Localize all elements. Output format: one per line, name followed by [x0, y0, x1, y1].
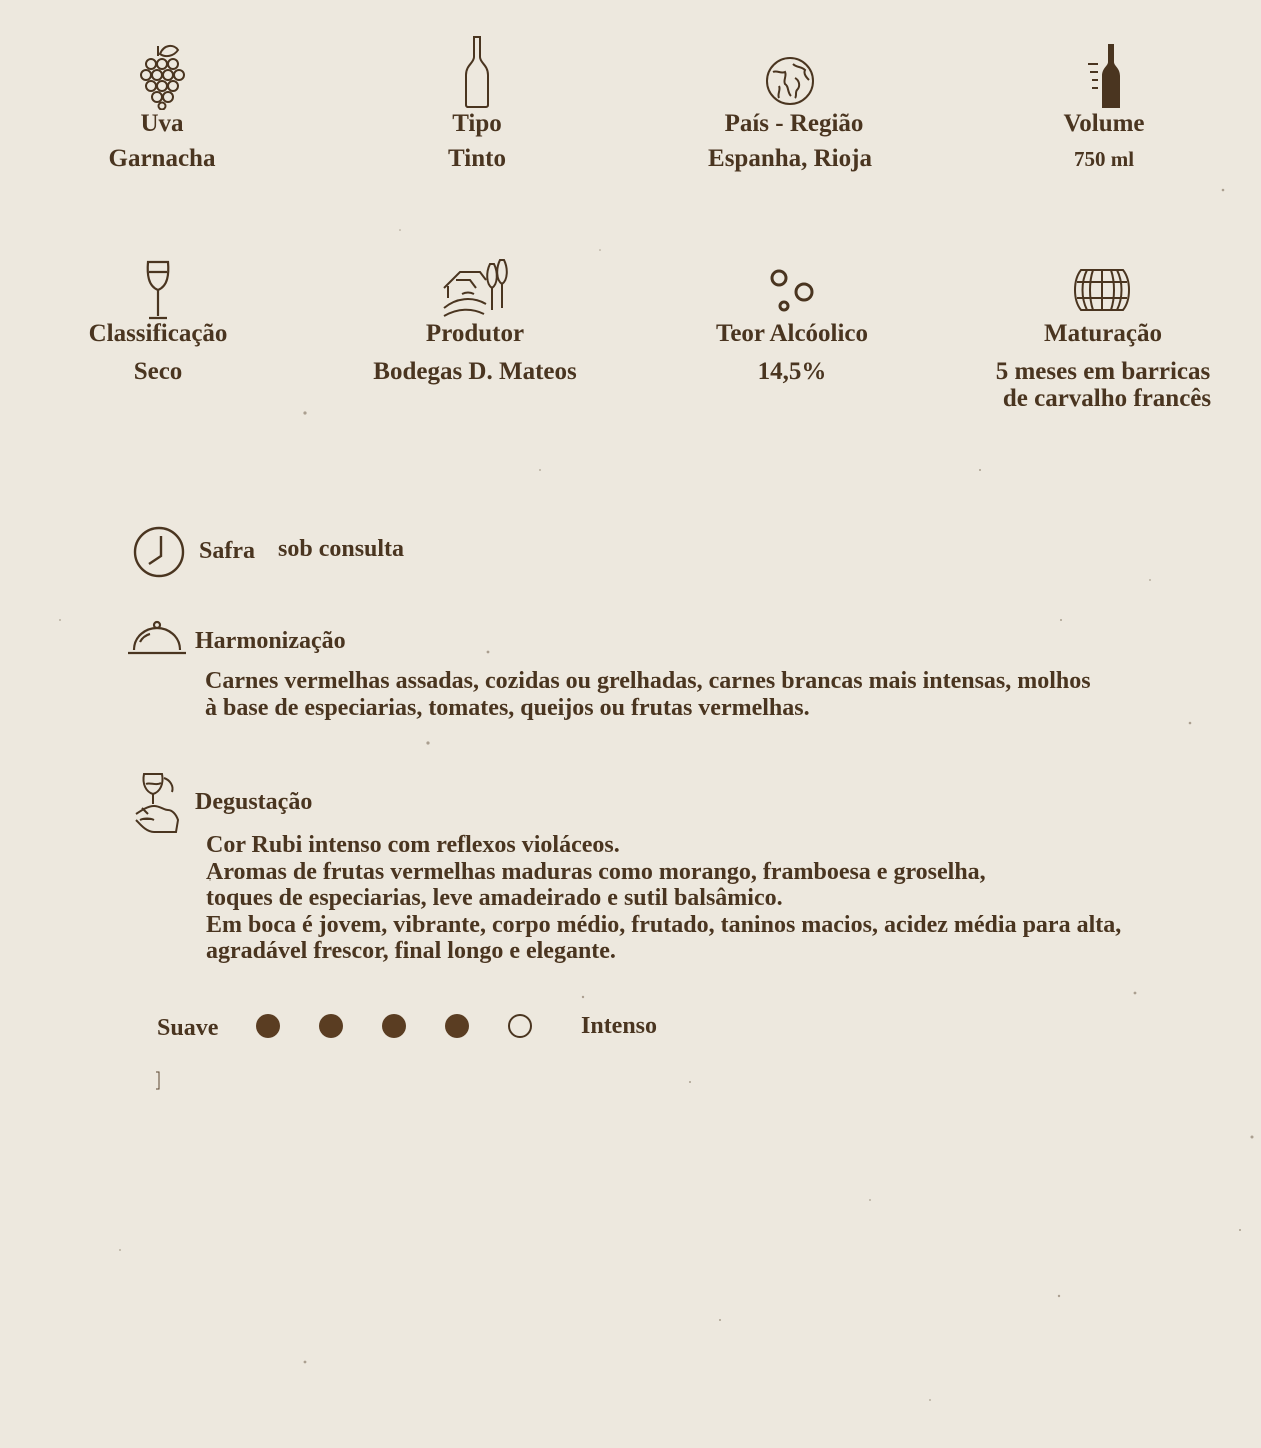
spec-maturation [968, 258, 1238, 428]
intensity-dot-empty [508, 1014, 532, 1038]
text-line: Carnes vermelhas assadas, cozidas ou grelhadas, carnes brancas mais intensas, molhos [205, 668, 1091, 694]
text-line: agradável frescor, final longo e elegante. [206, 938, 616, 964]
winery-icon [442, 258, 508, 322]
spec-value: Tinto [448, 145, 506, 172]
spec-volume [974, 40, 1234, 190]
spec-label: Classificação [88, 320, 228, 347]
degustacao-label: Degustação [195, 789, 313, 815]
harmonizacao-text [205, 668, 1091, 721]
spec-type [347, 40, 607, 190]
text-line: Em boca é jovem, vibrante, corpo médio, frutado, taninos macios, acidez média para alta, [206, 911, 1122, 938]
barrel-icon [1073, 268, 1131, 312]
cloche-icon [128, 620, 188, 656]
intensity-dot-filled [445, 1014, 469, 1038]
spec-value-line: de carvalho francês [1002, 385, 1212, 412]
globe-icon [765, 56, 815, 106]
text-line: toques de especiarias, leve amadeirado e sutil balsâmico. [206, 885, 783, 911]
spec-value-line: 5 meses em barricas [995, 358, 1211, 385]
spec-value: 750 ml [1073, 147, 1135, 171]
intensity-min-label: Suave [157, 1015, 219, 1041]
text-line: Cor Rubi intenso com reflexos violáceos. [206, 832, 620, 858]
grape-icon [138, 42, 186, 110]
spec-label: Volume [1063, 110, 1145, 137]
safra-label: Safra [199, 538, 255, 564]
bottle-icon [464, 35, 490, 109]
spec-label: Tipo [452, 110, 502, 137]
spec-value: Bodegas D. Mateos [373, 358, 577, 385]
spec-producer [345, 258, 605, 408]
bottle-volume-icon [1086, 42, 1126, 110]
harmonizacao-label: Harmonização [195, 628, 346, 654]
spec-classification [28, 258, 288, 408]
spec-value: Espanha, Rioja [708, 145, 872, 172]
intensity-dot-filled [319, 1014, 343, 1038]
spec-alcohol [662, 258, 922, 408]
spec-label: Maturação [1043, 320, 1163, 347]
spec-label: Uva [140, 110, 184, 137]
spec-value: Seco [133, 358, 183, 385]
intensity-dots [256, 1014, 556, 1040]
text-line: à base de especiarias, tomates, queijos ou frutas vermelhas. [205, 694, 810, 721]
spec-label: Produtor [425, 320, 525, 347]
intensity-dot-filled [382, 1014, 406, 1038]
clock-icon [133, 526, 185, 578]
spec-country [660, 40, 920, 190]
safra-value: sob consulta [278, 536, 405, 562]
spec-value: 14,5% [757, 358, 827, 385]
spec-value: Garnacha [108, 145, 216, 172]
degustacao-text [206, 832, 1121, 965]
spec-label: Teor Alcóolico [715, 320, 869, 347]
text-line: Aromas de frutas vermelhas maduras como morango, framboesa e groselha, [206, 858, 986, 885]
spec-label: País - Região [724, 110, 864, 137]
wine-glass-icon [144, 260, 172, 322]
wine-tasting-icon [134, 770, 182, 836]
intensity-dot-filled [256, 1014, 280, 1038]
intensity-max-label: Intenso [581, 1013, 658, 1039]
spec-grape [32, 40, 292, 190]
bubbles-icon [768, 266, 816, 312]
